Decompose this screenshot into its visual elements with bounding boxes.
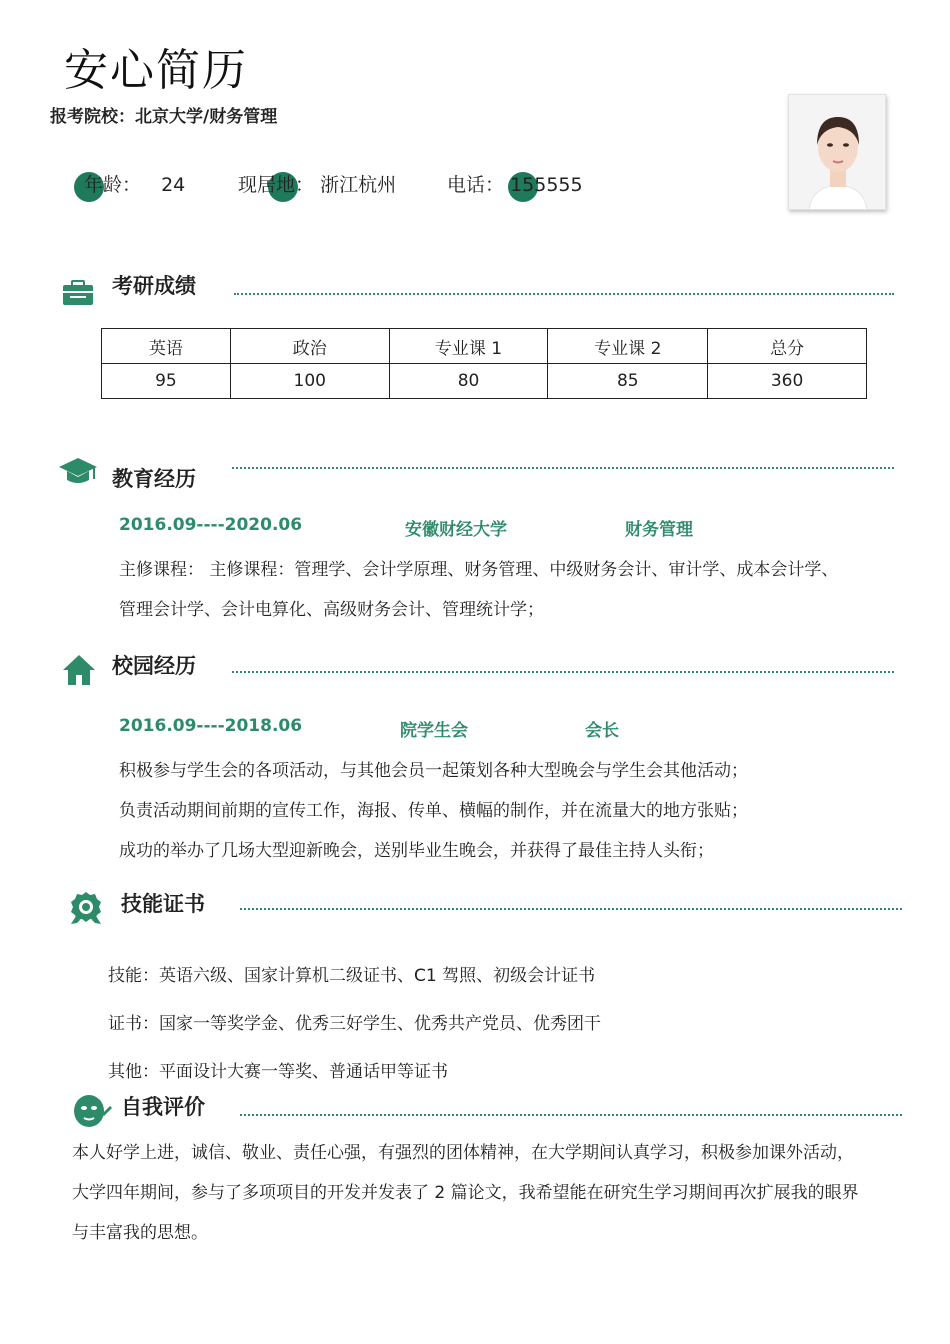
- section-title-skills: 技能证书: [121, 892, 205, 916]
- table-cell: 360: [708, 364, 867, 399]
- section-divider: [240, 1114, 902, 1116]
- table-header-cell: 英语: [102, 329, 231, 364]
- campus-line: 积极参与学生会的各项活动，与其他会员一起策划各种大型晚会与学生会其他活动；: [119, 761, 748, 781]
- skills-line: 技能：英语六级、国家计算机二级证书、C1 驾照、初级会计证书: [108, 966, 596, 986]
- home-icon: [62, 654, 96, 686]
- profile-photo: [788, 94, 886, 210]
- portrait-image: [789, 95, 886, 210]
- target-school: 报考院校：北京大学/财务管理: [50, 107, 278, 127]
- briefcase-icon: [62, 280, 94, 306]
- scores-table: [101, 328, 867, 399]
- award-badge-icon: [68, 890, 104, 926]
- self-eval-line: 大学四年期间，参与了多项项目的开发并发表了 2 篇论文，我希望能在研究生学习期间再次扩展我的眼界: [72, 1183, 859, 1203]
- table-row: [102, 364, 867, 399]
- section-title-education: 教育经历: [112, 467, 196, 491]
- age-value: 24: [161, 174, 186, 196]
- basic-info-row: [0, 170, 780, 200]
- table-header-cell: 专业课 2: [548, 329, 708, 364]
- section-title-campus: 校园经历: [112, 654, 196, 678]
- campus-period: 2016.09----2018.06: [119, 716, 303, 736]
- skills-line: 证书：国家一等奖学金、优秀三好学生、优秀共产党员、优秀团干: [108, 1014, 601, 1034]
- education-period: 2016.09----2020.06: [119, 515, 303, 535]
- table-cell: 80: [389, 364, 548, 399]
- resume-name: 安心简历: [64, 45, 248, 96]
- table-cell: 95: [102, 364, 231, 399]
- table-cell: 100: [230, 364, 389, 399]
- location-value: 浙江杭州: [320, 174, 397, 196]
- section-divider: [234, 293, 894, 295]
- section-divider: [232, 467, 894, 469]
- education-school: 安徽财经大学: [405, 520, 507, 540]
- education-courses-line: 主修课程： 主修课程：管理学、会计学原理、财务管理、中级财务会计、审计学、成本会计学、: [119, 560, 839, 580]
- education-courses-line: 管理会计学、会计电算化、高级财务会计、管理统计学；: [119, 600, 544, 620]
- table-header-cell: 政治: [230, 329, 389, 364]
- self-eval-line: 本人好学上进，诚信、敬业、责任心强，有强烈的团体精神，在大学期间认真学习，积极参加课外活动，: [72, 1143, 854, 1163]
- section-divider: [240, 908, 902, 910]
- section-divider: [232, 671, 894, 673]
- campus-line: 成功的举办了几场大型迎新晚会，送别毕业生晚会，并获得了最佳主持人头衔；: [119, 841, 714, 861]
- age-label: 年龄：: [84, 174, 142, 196]
- campus-line: 负责活动期间前期的宣传工作，海报、传单、横幅的制作，并在流量大的地方张贴；: [119, 801, 748, 821]
- table-header-row: [102, 329, 867, 364]
- location-label: 现居地：: [238, 174, 315, 196]
- graduation-cap-icon: [58, 456, 98, 486]
- table-header-cell: 总分: [708, 329, 867, 364]
- self-eval-line: 与丰富我的思想。: [72, 1223, 208, 1243]
- campus-role: 会长: [585, 721, 619, 741]
- section-title-scores: 考研成绩: [112, 274, 196, 298]
- phone-label: 电话：: [447, 174, 505, 196]
- education-major: 财务管理: [625, 520, 693, 540]
- table-cell: 85: [548, 364, 708, 399]
- table-header-cell: 专业课 1: [389, 329, 548, 364]
- face-pen-icon: [72, 1094, 112, 1130]
- section-title-self: 自我评价: [121, 1095, 205, 1119]
- phone-value: 155555: [510, 174, 583, 196]
- campus-org: 院学生会: [400, 721, 468, 741]
- skills-line: 其他：平面设计大赛一等奖、普通话甲等证书: [108, 1062, 448, 1082]
